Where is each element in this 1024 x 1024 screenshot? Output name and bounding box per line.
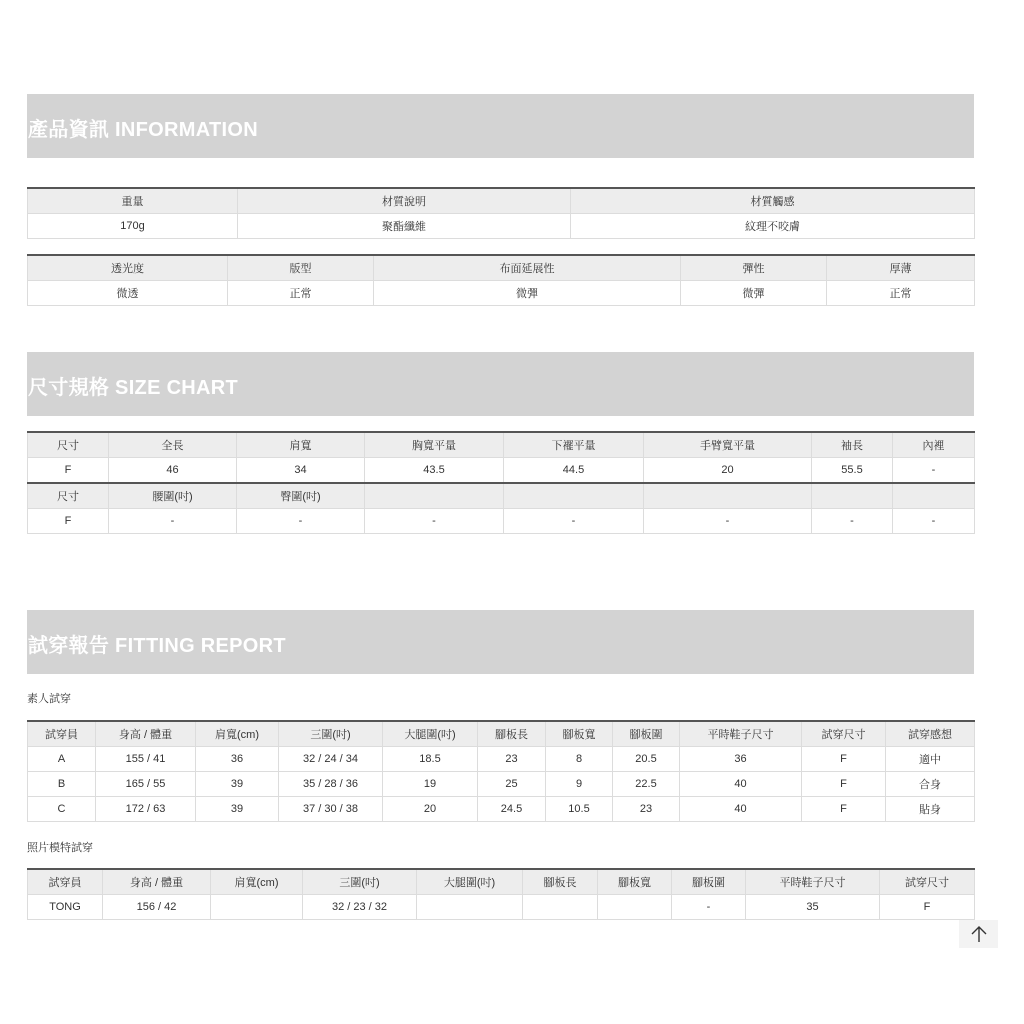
value-cell: 貼身 xyxy=(886,797,975,822)
table-header-row xyxy=(28,188,975,214)
header-cell xyxy=(812,483,893,509)
value-cell: 36 xyxy=(196,747,279,772)
value-cell: 165 / 55 xyxy=(96,772,196,797)
value-cell xyxy=(417,895,523,920)
value-cell: B xyxy=(28,772,96,797)
header-cell: 材質觸感 xyxy=(571,188,975,214)
header-cell: 重量 xyxy=(28,188,238,214)
table-header-row xyxy=(28,432,975,458)
header-cell: 腳板寬 xyxy=(598,869,672,895)
value-cell: TONG xyxy=(28,895,103,920)
table-row xyxy=(28,747,975,772)
value-cell: 35 xyxy=(746,895,880,920)
table-row xyxy=(28,772,975,797)
value-cell: 39 xyxy=(196,797,279,822)
header-cell: 肩寬 xyxy=(237,432,365,458)
value-cell: F xyxy=(802,797,886,822)
value-cell: 正常 xyxy=(228,281,374,306)
table-row xyxy=(28,895,975,920)
value-cell: 紋理不咬膚 xyxy=(571,214,975,239)
header-cell: 全長 xyxy=(109,432,237,458)
value-cell: A xyxy=(28,747,96,772)
value-cell: - xyxy=(109,509,237,534)
value-cell: 9 xyxy=(546,772,613,797)
header-cell xyxy=(365,483,504,509)
value-cell: 172 / 63 xyxy=(96,797,196,822)
value-cell: - xyxy=(812,509,893,534)
model-fitting-table xyxy=(27,868,975,920)
value-cell: F xyxy=(28,458,109,484)
value-cell: 合身 xyxy=(886,772,975,797)
section-banner-size-chart xyxy=(27,352,974,416)
value-cell: 40 xyxy=(680,797,802,822)
table-header-row xyxy=(28,869,975,895)
header-cell xyxy=(893,483,975,509)
value-cell: 23 xyxy=(613,797,680,822)
size-chart-table xyxy=(27,431,975,534)
value-cell: - xyxy=(893,509,975,534)
header-cell: 內裡 xyxy=(893,432,975,458)
value-cell: 微彈 xyxy=(681,281,827,306)
value-cell: - xyxy=(237,509,365,534)
arrow-up-icon xyxy=(969,924,989,944)
value-cell: 20 xyxy=(383,797,478,822)
value-cell: - xyxy=(893,458,975,484)
value-cell: 32 / 23 / 32 xyxy=(303,895,417,920)
section-title: 尺寸規格 SIZE CHART xyxy=(28,377,239,399)
table-row xyxy=(28,797,975,822)
table-row xyxy=(28,214,975,239)
value-cell: 44.5 xyxy=(504,458,644,484)
header-cell: 大腿圍(吋) xyxy=(417,869,523,895)
table-header-row xyxy=(28,255,975,281)
header-cell: 身高 / 體重 xyxy=(96,721,196,747)
header-cell: 腳板圍 xyxy=(613,721,680,747)
value-cell: 10.5 xyxy=(546,797,613,822)
header-cell: 腰圍(吋) xyxy=(109,483,237,509)
header-cell: 平時鞋子尺寸 xyxy=(680,721,802,747)
value-cell: 34 xyxy=(237,458,365,484)
value-cell: 19 xyxy=(383,772,478,797)
table-row xyxy=(28,509,975,534)
header-cell: 大腿圍(吋) xyxy=(383,721,478,747)
header-cell: 試穿尺寸 xyxy=(802,721,886,747)
value-cell: 適中 xyxy=(886,747,975,772)
header-cell: 厚薄 xyxy=(827,255,975,281)
header-cell: 腳板長 xyxy=(478,721,546,747)
value-cell: 155 / 41 xyxy=(96,747,196,772)
table-header-row xyxy=(28,483,975,509)
value-cell: 微彈 xyxy=(374,281,681,306)
value-cell: 32 / 24 / 34 xyxy=(279,747,383,772)
value-cell: F xyxy=(802,772,886,797)
header-cell: 身高 / 體重 xyxy=(103,869,211,895)
header-cell: 三圍(吋) xyxy=(303,869,417,895)
value-cell xyxy=(523,895,598,920)
model-fitting-label: 照片模特試穿 xyxy=(27,842,93,854)
value-cell: 43.5 xyxy=(365,458,504,484)
value-cell: - xyxy=(672,895,746,920)
header-cell: 試穿員 xyxy=(28,869,103,895)
header-cell: 試穿感想 xyxy=(886,721,975,747)
value-cell: 36 xyxy=(680,747,802,772)
value-cell: 46 xyxy=(109,458,237,484)
header-cell: 胸寬平量 xyxy=(365,432,504,458)
value-cell: 20.5 xyxy=(613,747,680,772)
header-cell: 版型 xyxy=(228,255,374,281)
value-cell: 35 / 28 / 36 xyxy=(279,772,383,797)
value-cell: - xyxy=(365,509,504,534)
back-to-top-button[interactable] xyxy=(959,920,998,948)
table-header-row xyxy=(28,721,975,747)
header-cell: 腳板圍 xyxy=(672,869,746,895)
value-cell: 170g xyxy=(28,214,238,239)
header-cell: 肩寬(cm) xyxy=(196,721,279,747)
value-cell: 22.5 xyxy=(613,772,680,797)
header-cell: 肩寬(cm) xyxy=(211,869,303,895)
amateur-fitting-label: 素人試穿 xyxy=(27,693,71,705)
header-cell: 試穿員 xyxy=(28,721,96,747)
amateur-fitting-table xyxy=(27,720,975,822)
header-cell: 布面延展性 xyxy=(374,255,681,281)
header-cell: 腳板寬 xyxy=(546,721,613,747)
header-cell: 彈性 xyxy=(681,255,827,281)
value-cell: F xyxy=(802,747,886,772)
value-cell: 18.5 xyxy=(383,747,478,772)
value-cell: F xyxy=(28,509,109,534)
value-cell: 23 xyxy=(478,747,546,772)
value-cell: F xyxy=(880,895,975,920)
value-cell: 正常 xyxy=(827,281,975,306)
header-cell xyxy=(504,483,644,509)
header-cell: 材質說明 xyxy=(238,188,571,214)
section-banner-information xyxy=(27,94,974,158)
table-row xyxy=(28,458,975,484)
header-cell: 尺寸 xyxy=(28,483,109,509)
material-table xyxy=(27,187,975,239)
value-cell: 37 / 30 / 38 xyxy=(279,797,383,822)
value-cell: 55.5 xyxy=(812,458,893,484)
header-cell: 袖長 xyxy=(812,432,893,458)
value-cell: 20 xyxy=(644,458,812,484)
header-cell: 手臂寬平量 xyxy=(644,432,812,458)
value-cell: 微透 xyxy=(28,281,228,306)
value-cell xyxy=(598,895,672,920)
value-cell: 24.5 xyxy=(478,797,546,822)
value-cell: 156 / 42 xyxy=(103,895,211,920)
header-cell: 臀圍(吋) xyxy=(237,483,365,509)
section-title: 產品資訊 INFORMATION xyxy=(28,119,258,141)
value-cell: - xyxy=(644,509,812,534)
header-cell: 透光度 xyxy=(28,255,228,281)
fabric-table xyxy=(27,254,975,306)
value-cell xyxy=(211,895,303,920)
value-cell: 39 xyxy=(196,772,279,797)
section-title: 試穿報告 FITTING REPORT xyxy=(28,635,286,657)
value-cell: 8 xyxy=(546,747,613,772)
header-cell: 腳板長 xyxy=(523,869,598,895)
table-row xyxy=(28,281,975,306)
value-cell: 聚酯纖維 xyxy=(238,214,571,239)
header-cell: 下襬平量 xyxy=(504,432,644,458)
header-cell: 三圍(吋) xyxy=(279,721,383,747)
value-cell: C xyxy=(28,797,96,822)
header-cell: 試穿尺寸 xyxy=(880,869,975,895)
value-cell: 40 xyxy=(680,772,802,797)
header-cell: 平時鞋子尺寸 xyxy=(746,869,880,895)
header-cell xyxy=(644,483,812,509)
section-banner-fitting-report xyxy=(27,610,974,674)
value-cell: 25 xyxy=(478,772,546,797)
value-cell: - xyxy=(504,509,644,534)
header-cell: 尺寸 xyxy=(28,432,109,458)
